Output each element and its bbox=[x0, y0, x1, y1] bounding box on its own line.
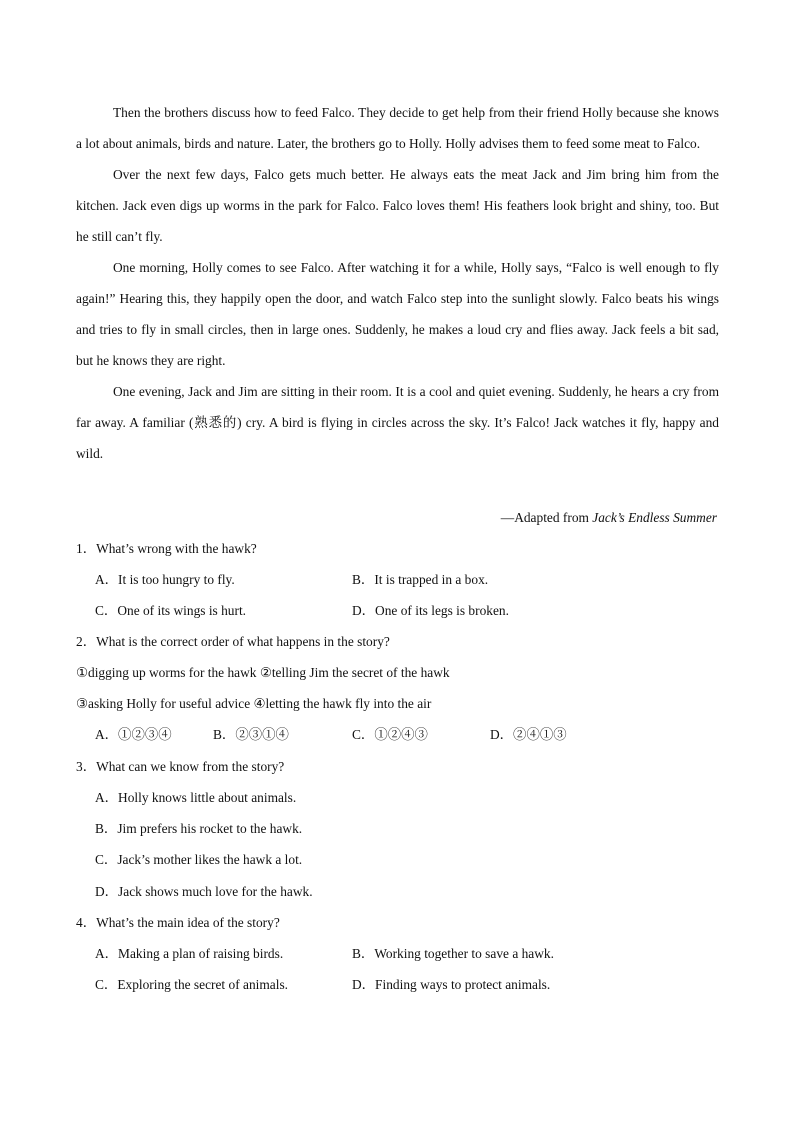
question-4-stem: 4．What’s the main idea of the story? bbox=[76, 915, 280, 930]
passage-paragraph-3: One morning, Holly comes to see Falco. After watching it for a while, Holly says, “Falco is well enough to fly again!” Hearing this, they happily open the door, and watch Falco step into the sunlight slowly. Falco beats his wings and tries to fly in small circles, then in large ones. Suddenly, he makes a loud cry and flies away. Jack feels a bit sad, but he knows they are right. bbox=[76, 260, 719, 368]
question-2-option-c[interactable]: C．①②④③ bbox=[352, 727, 428, 742]
question-4-option-a[interactable]: A．Making a plan of raising birds. bbox=[95, 946, 284, 961]
question-1-option-b[interactable]: B．It is trapped in a box. bbox=[352, 572, 489, 587]
question-4-option-d[interactable]: D．Finding ways to protect animals. bbox=[352, 977, 551, 992]
question-2-option-b[interactable]: B．②③①④ bbox=[213, 727, 289, 742]
passage-paragraph-1: Then the brothers discuss how to feed Falco. They decide to get help from their friend Holly because she knows a lot about animals, birds and nature. Later, the brothers go to Holly. Holly advises them to feed some meat to Falco. bbox=[76, 105, 719, 151]
source-title: Jack’s Endless Summer bbox=[592, 510, 717, 525]
question-4-option-c[interactable]: C．Exploring the secret of animals. bbox=[95, 977, 289, 992]
question-4-option-b[interactable]: B．Working together to save a hawk. bbox=[352, 946, 554, 961]
question-1-option-d[interactable]: D．One of its legs is broken. bbox=[352, 603, 509, 618]
question-3-option-c[interactable]: C．Jack’s mother likes the hawk a lot. bbox=[95, 852, 303, 867]
question-1-option-a[interactable]: A．It is too hungry to fly. bbox=[95, 572, 235, 587]
question-2-option-d[interactable]: D．②④①③ bbox=[490, 727, 567, 742]
question-2-events-line-2: ③asking Holly for useful advice ④letting the hawk fly into the air bbox=[76, 696, 432, 711]
question-2-option-a[interactable]: A．①②③④ bbox=[95, 727, 172, 742]
passage-paragraph-2: Over the next few days, Falco gets much better. He always eats the meat Jack and Jim bring him from the kitchen. Jack even digs up worms in the park for Falco. Falco loves them! His feathers look bright and shiny, too. But he still can’t fly. bbox=[76, 167, 719, 244]
question-3-option-d[interactable]: D．Jack shows much love for the hawk. bbox=[95, 884, 313, 899]
question-2-events-line-1: ①digging up worms for the hawk ②telling Jim the secret of the hawk bbox=[76, 665, 450, 680]
question-1-stem: 1．What’s wrong with the hawk? bbox=[76, 541, 257, 556]
question-1-option-c[interactable]: C．One of its wings is hurt. bbox=[95, 603, 247, 618]
question-3-stem: 3．What can we know from the story? bbox=[76, 759, 285, 774]
source-prefix: —Adapted from bbox=[500, 510, 593, 525]
question-3-option-a[interactable]: A．Holly knows little about animals. bbox=[95, 790, 297, 805]
question-3-option-b[interactable]: B．Jim prefers his rocket to the hawk. bbox=[95, 821, 303, 836]
passage-source bbox=[76, 502, 717, 533]
question-2-stem: 2．What is the correct order of what happens in the story? bbox=[76, 634, 390, 649]
reading-passage bbox=[76, 97, 719, 469]
passage-paragraph-4: One evening, Jack and Jim are sitting in their room. It is a cool and quiet evening. Suddenly, he hears a cry from far away. A familiar (熟悉的) cry. A bird is flying in circles across the sky. It’s Falco! Jack watches it fly, happy and wild. bbox=[76, 384, 719, 461]
